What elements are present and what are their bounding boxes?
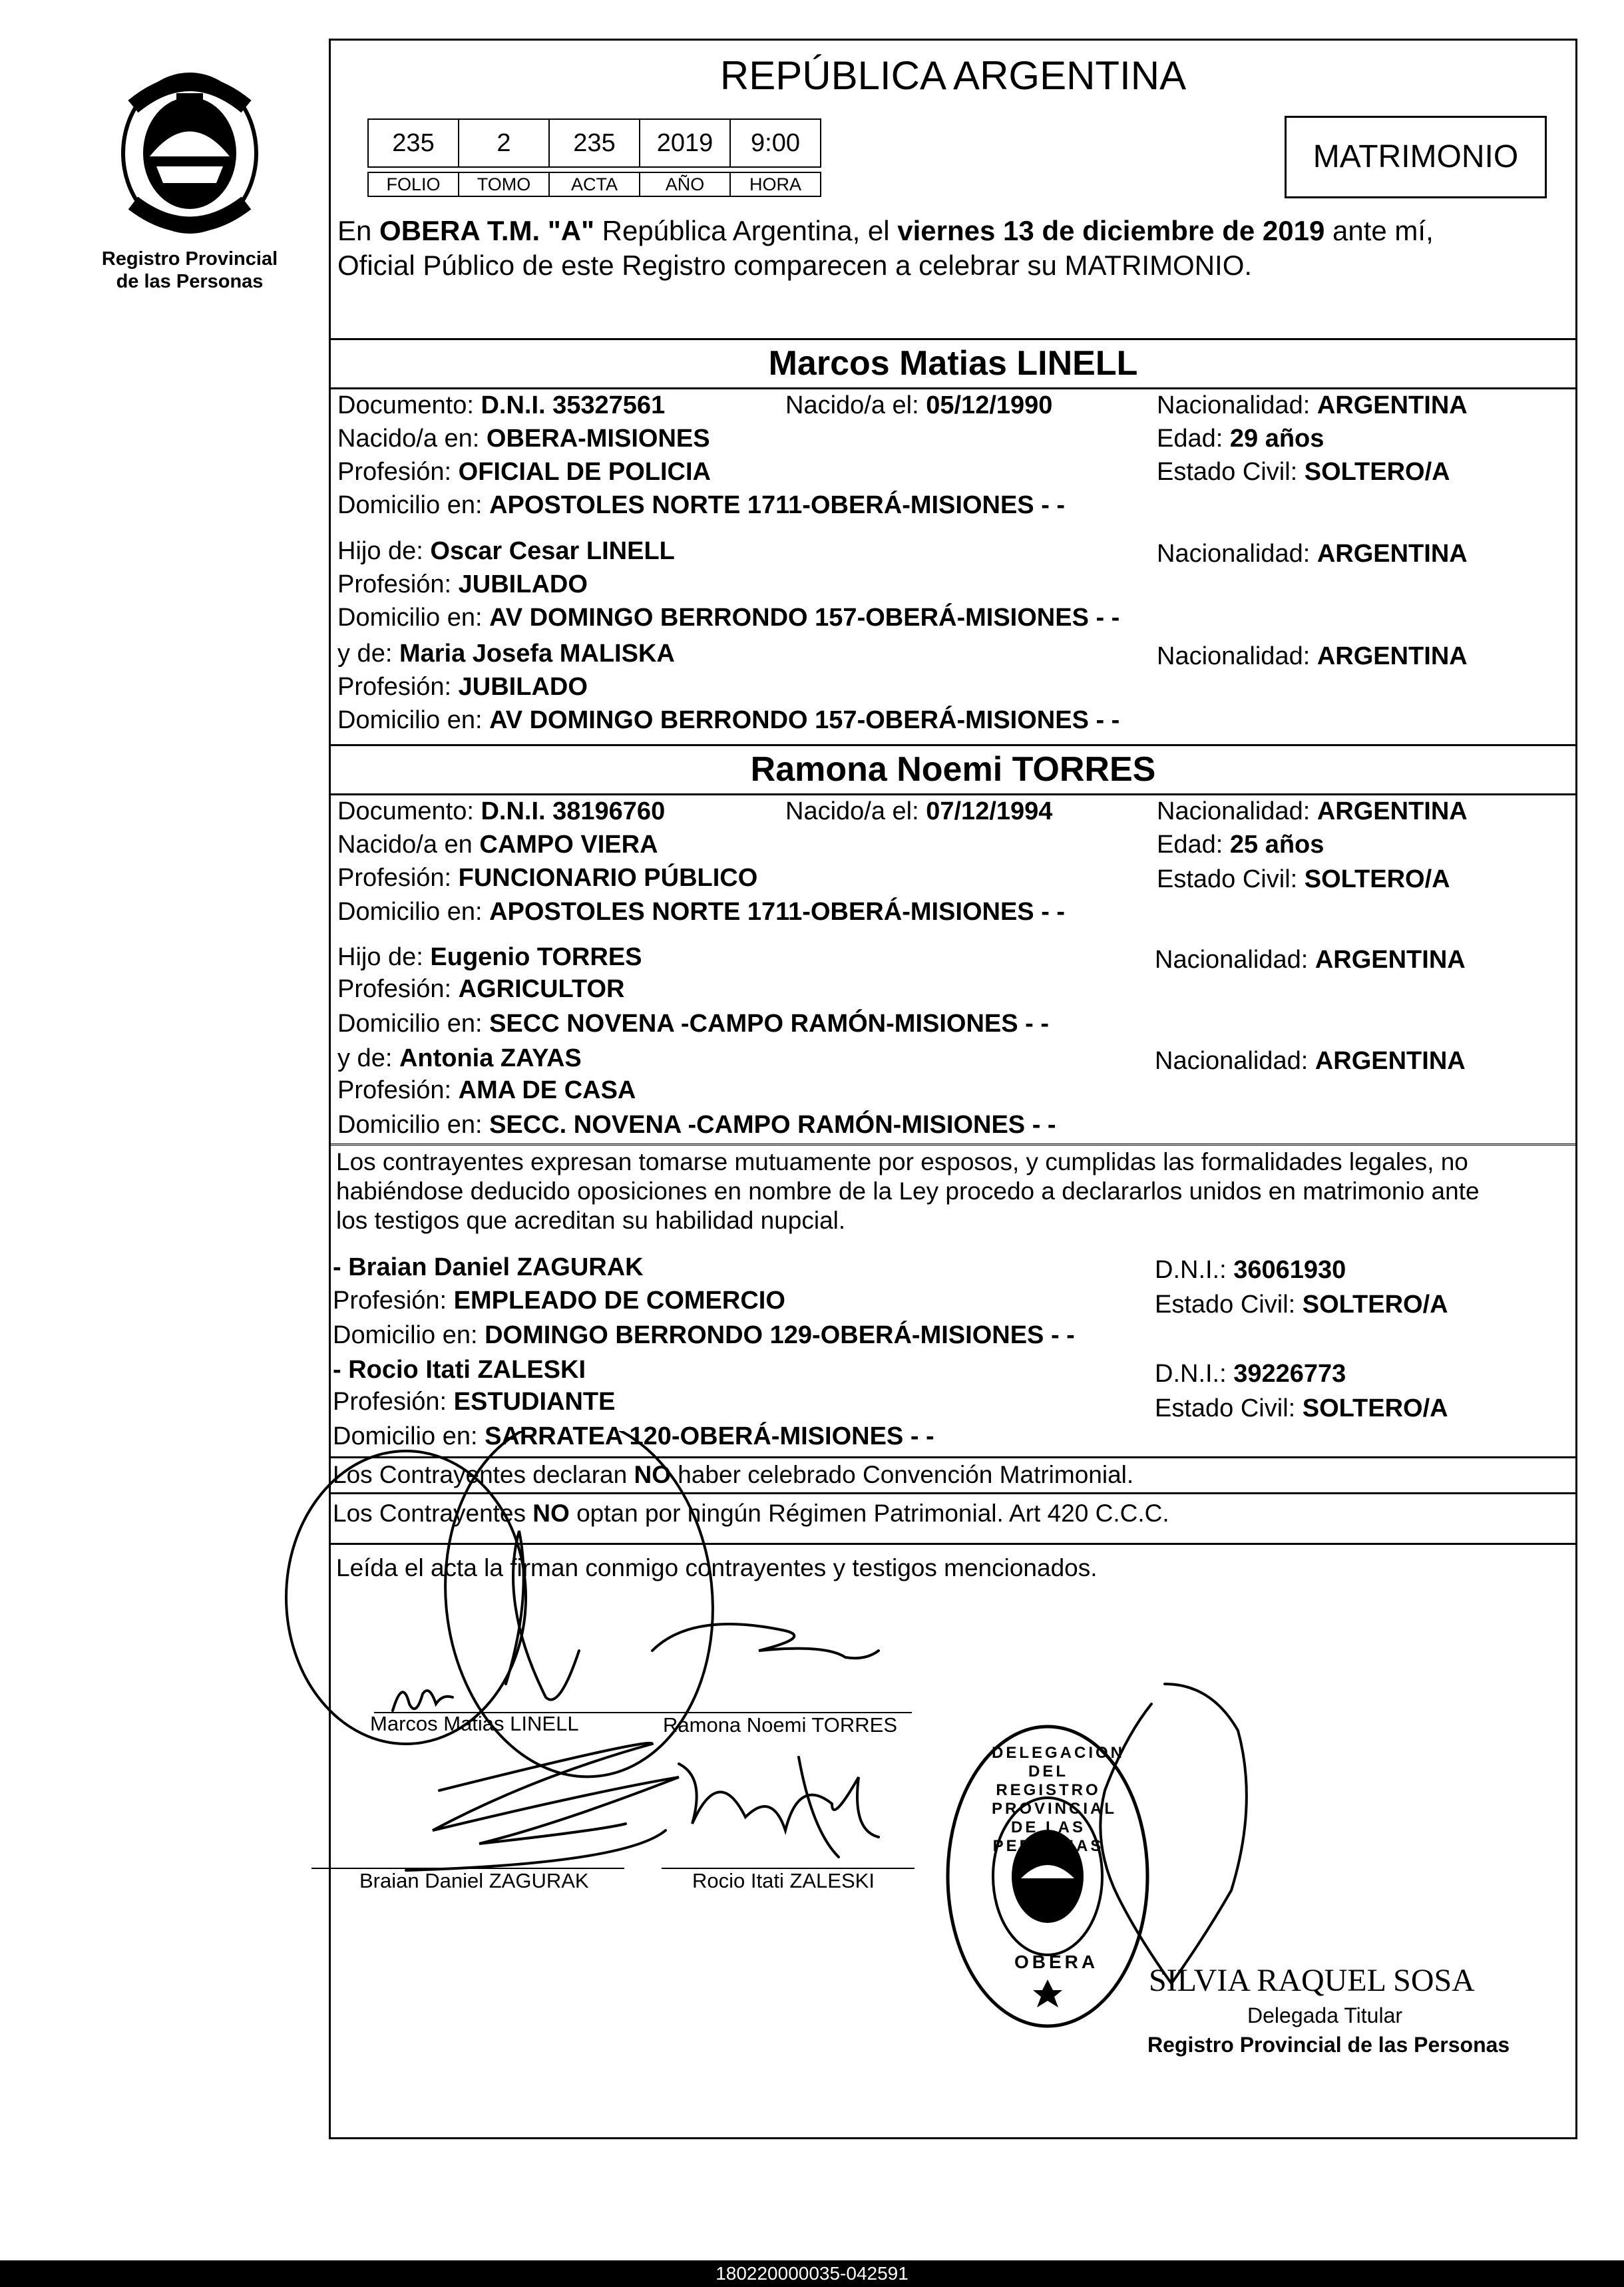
- spouse1-mother-address: Domicilio en: AV DOMINGO BERRONDO 157-OBERÁ-MISIONES - -: [337, 706, 1120, 734]
- witness2-civil-status: Estado Civil: SOLTERO/A: [1155, 1394, 1448, 1422]
- spouse1-mother-profession: Profesión: JUBILADO: [337, 673, 588, 701]
- spouse2-mother: y de: Antonia ZAYAS: [337, 1044, 582, 1072]
- spouse2-document: Documento: D.N.I. 38196760: [337, 797, 666, 825]
- signature-name-spouse1: Marcos Matias LINELL: [370, 1712, 579, 1735]
- spouse2-civil-status: Estado Civil: SOLTERO/A: [1157, 865, 1450, 893]
- footer-code: 180220000035-042591: [715, 2263, 909, 2284]
- spouse2-birthdate: Nacido/a el: 07/12/1994: [785, 797, 1053, 825]
- spouse2-father-profession: Profesión: AGRICULTOR: [337, 975, 625, 1003]
- spouse2-mother-profession: Profesión: AMA DE CASA: [337, 1076, 636, 1104]
- tomo-value: 2: [458, 118, 550, 168]
- acta-value: 235: [548, 118, 640, 168]
- declaration-line2: habiéndose deducido oposiciones en nombre de la Ley procedo a declararlos unidos en matrimonio ante: [336, 1177, 1480, 1205]
- year-value: 2019: [639, 118, 731, 168]
- spouse2-father: Hijo de: Eugenio TORRES: [337, 943, 642, 971]
- registry-name-line1: Registro Provincial: [101, 248, 278, 270]
- signature-name-witness1: Braian Daniel ZAGURAK: [359, 1869, 589, 1892]
- spouse1-name: Marcos Matias LINELL: [768, 344, 1138, 383]
- registry-name-line2: de las Personas: [116, 271, 264, 292]
- spouse1-document: Documento: D.N.I. 35327561: [337, 391, 666, 419]
- spouse2-birthplace: Nacido/a en CAMPO VIERA: [337, 831, 658, 859]
- official-role: Delegada Titular: [1247, 2003, 1403, 2027]
- spouse1-mother-nationality: Nacionalidad: ARGENTINA: [1157, 642, 1468, 670]
- year-label: AÑO: [639, 172, 731, 197]
- hour-label: HORA: [729, 172, 821, 197]
- act-type-box: MATRIMONIO: [1285, 116, 1547, 198]
- signature-name-witness2: Rocio Itati ZALESKI: [692, 1869, 875, 1892]
- declaration-line3: los testigos que acreditan su habilidad nupcial.: [336, 1207, 846, 1234]
- divider: [329, 744, 1577, 746]
- witness2-dni: D.N.I.: 39226773: [1155, 1360, 1346, 1388]
- spouse1-father-nationality: Nacionalidad: ARGENTINA: [1157, 540, 1468, 568]
- spouse1-birthplace: Nacido/a en: OBERA-MISIONES: [337, 425, 710, 453]
- folio-label: FOLIO: [367, 172, 459, 197]
- hour-value: 9:00: [729, 118, 821, 168]
- spouse1-father-address: Domicilio en: AV DOMINGO BERRONDO 157-OBERÁ-MISIONES - -: [337, 604, 1120, 632]
- spouse1-father: Hijo de: Oscar Cesar LINELL: [337, 537, 675, 565]
- divider: [329, 1144, 1577, 1145]
- spouse2-name: Ramona Noemi TORRES: [750, 750, 1156, 789]
- witness1-dni: D.N.I.: 36061930: [1155, 1256, 1346, 1284]
- stamp-city: OBERA: [1014, 1952, 1099, 1972]
- tomo-label: TOMO: [458, 172, 550, 197]
- witness1-profession: Profesión: EMPLEADO DE COMERCIO: [333, 1287, 785, 1315]
- document-title: REPÚBLICA ARGENTINA: [719, 53, 1187, 98]
- convention-line2: Los Contrayentes NO optan por ningún Régimen Patrimonial. Art 420 C.C.C.: [333, 1500, 1169, 1527]
- spouse1-mother: y de: Maria Josefa MALISKA: [337, 640, 675, 668]
- witness1-name: - Braian Daniel ZAGURAK: [333, 1253, 644, 1281]
- spouse2-nationality: Nacionalidad: ARGENTINA: [1157, 797, 1468, 825]
- intro-line2: Oficial Público de este Registro comparecen a celebrar su MATRIMONIO.: [337, 250, 1253, 281]
- convention-line1: Los Contrayentes declaran NO haber celebrado Convención Matrimonial.: [333, 1461, 1134, 1488]
- spouse2-father-nationality: Nacionalidad: ARGENTINA: [1155, 946, 1466, 974]
- spouse1-profession: Profesión: OFICIAL DE POLICIA: [337, 458, 711, 486]
- witness2-address: Domicilio en: SARRATEA 120-OBERÁ-MISIONES - -: [333, 1422, 934, 1450]
- footer-bar: [0, 2260, 1624, 2287]
- spouse1-birthdate: Nacido/a el: 05/12/1990: [785, 391, 1053, 419]
- spouse2-father-address: Domicilio en: SECC NOVENA -CAMPO RAMÓN-MISIONES - -: [337, 1010, 1050, 1038]
- spouse2-profession: Profesión: FUNCIONARIO PÚBLICO: [337, 864, 758, 892]
- witness1-address: Domicilio en: DOMINGO BERRONDO 129-OBERÁ-MISIONES - -: [333, 1321, 1075, 1349]
- intro-line1: En OBERA T.M. "A" República Argentina, el viernes 13 de diciembre de 2019 ante mí,: [337, 215, 1434, 246]
- official-office: Registro Provincial de las Personas: [1147, 2033, 1510, 2057]
- declaration-line1: Los contrayentes expresan tomarse mutuamente por esposos, y cumplidas las formalidades legales, no: [336, 1148, 1468, 1175]
- spouse1-address: Domicilio en: APOSTOLES NORTE 1711-OBERÁ-MISIONES - -: [337, 491, 1066, 519]
- folio-value: 235: [367, 118, 459, 168]
- spouse1-father-profession: Profesión: JUBILADO: [337, 570, 588, 598]
- witness2-profession: Profesión: ESTUDIANTE: [333, 1388, 616, 1416]
- spouse2-mother-nationality: Nacionalidad: ARGENTINA: [1155, 1047, 1466, 1075]
- spouse1-age: Edad: 29 años: [1157, 425, 1324, 453]
- registry-seal: [110, 67, 270, 240]
- divider: [329, 338, 1577, 340]
- closing-text: Leída el acta la firman conmigo contrayentes y testigos mencionados.: [336, 1554, 1098, 1581]
- witness1-civil-status: Estado Civil: SOLTERO/A: [1155, 1291, 1448, 1319]
- official-name: SILVIA RAQUEL SOSA: [1149, 1963, 1475, 1998]
- spouse1-nationality: Nacionalidad: ARGENTINA: [1157, 391, 1468, 419]
- spouse2-age: Edad: 25 años: [1157, 831, 1324, 859]
- witness2-name: - Rocio Itati ZALESKI: [333, 1356, 586, 1384]
- spouse2-mother-address: Domicilio en: SECC. NOVENA -CAMPO RAMÓN-MISIONES - -: [337, 1111, 1056, 1139]
- signature-name-spouse2: Ramona Noemi TORRES: [663, 1713, 898, 1737]
- stamp-text: DELEGACION DEL REGISTRO PROVINCIAL DE LAS PERSONAS: [992, 1744, 1125, 1855]
- acta-label: ACTA: [548, 172, 640, 197]
- spouse1-civil-status: Estado Civil: SOLTERO/A: [1157, 458, 1450, 486]
- spouse2-address: Domicilio en: APOSTOLES NORTE 1711-OBERÁ-MISIONES - -: [337, 898, 1066, 926]
